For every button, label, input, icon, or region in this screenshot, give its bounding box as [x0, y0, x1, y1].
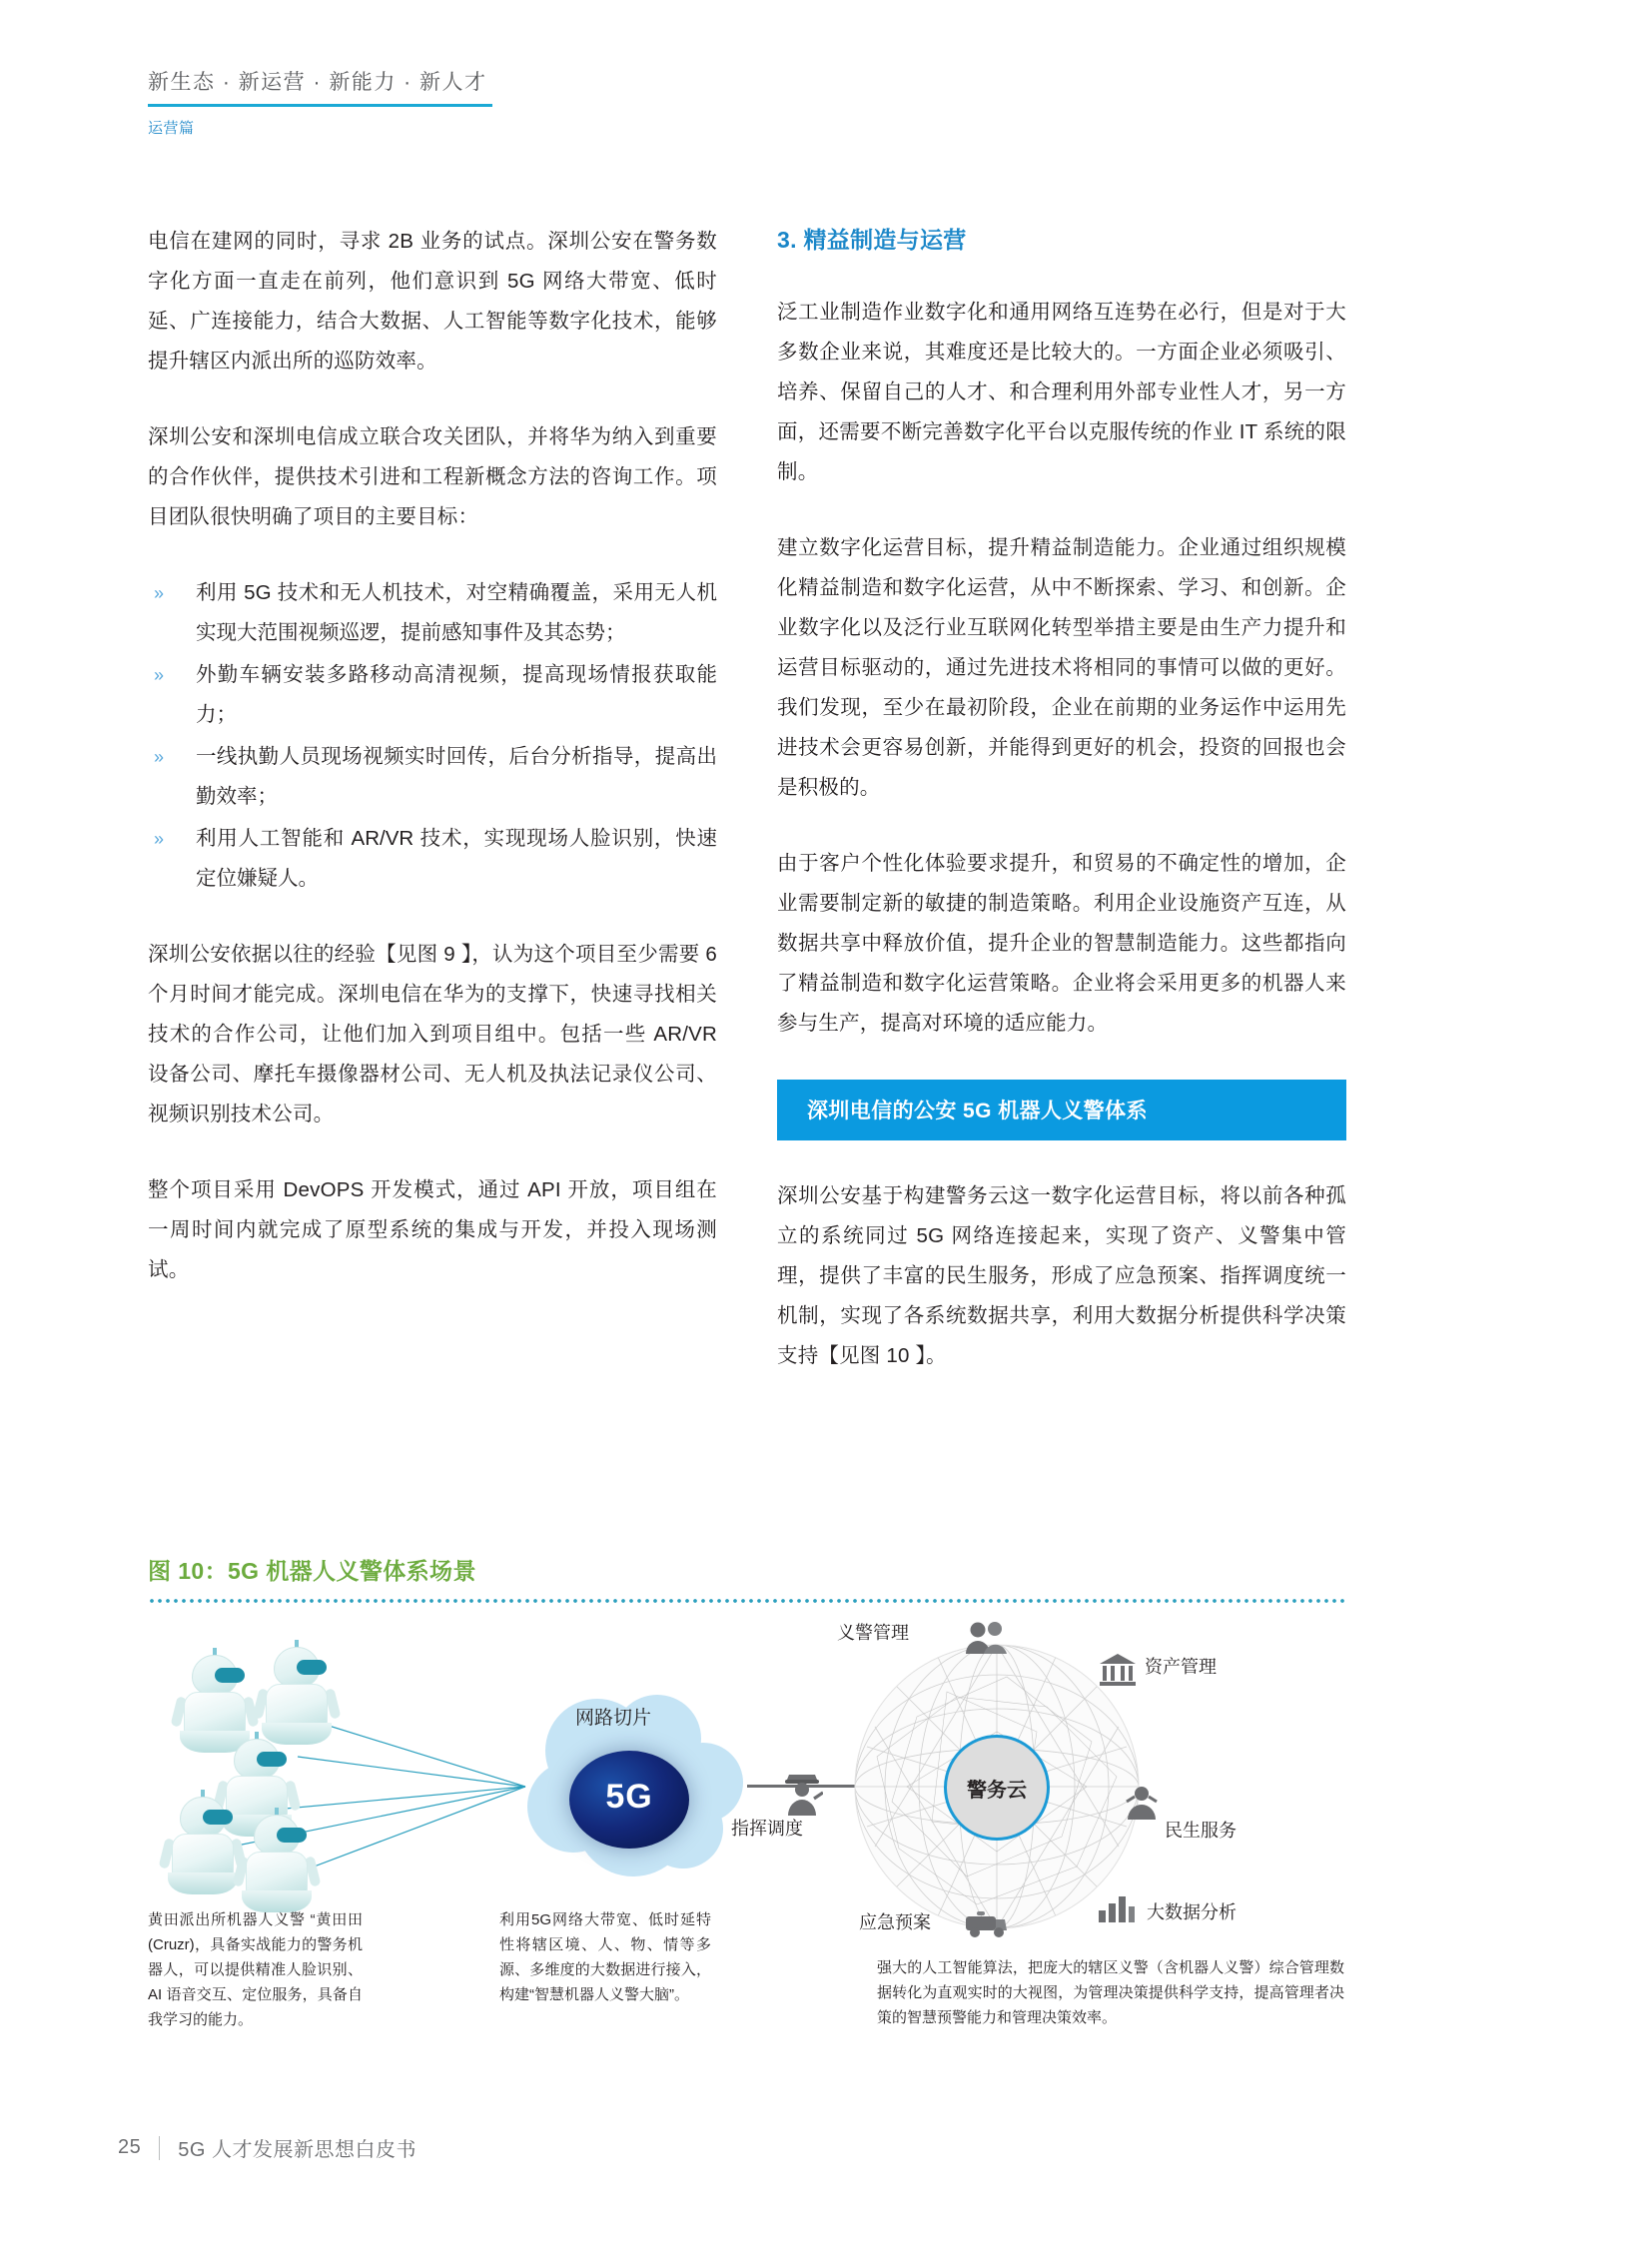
list-item [148, 655, 717, 735]
right-column [777, 222, 1346, 1376]
robot-icon [178, 1655, 252, 1751]
caption-cloud: 利用5G网络大带宽、低时延特性将辖区境、人、物、情等多源、多维度的大数据进行接入，构建“智慧机器人义警大脑”。 [499, 1911, 711, 2003]
list-item-label: 利用人工智能和 AR/VR 技术，实现现场人脸识别，快速定位嫌疑人。 [196, 827, 717, 890]
objectives-list [148, 573, 717, 899]
paragraph: 深圳公安基于构建警务云这一数字化运营目标，将以前各种孤立的系统同过 5G 网络连接起来，实现了资产、义警集中管理，提供了丰富的民生服务，形成了应急预案、指挥调度统一机制，实现了各系统数据共享，利用大数据分析提供科学决策支持【见图 10 】。 [777, 1184, 1346, 1367]
paragraph: 深圳公安和深圳电信成立联合攻关团队，并将华为纳入到重要的合作伙伴，提供技术引进和工程新概念方法的咨询工作。项目团队很快明确了项目的主要目标： [148, 425, 717, 528]
bank-icon [1099, 1653, 1137, 1687]
bullet-marker-icon: » [154, 829, 165, 849]
node-label-zhihui-diaodu: 指挥调度 [731, 1819, 803, 1839]
figure-divider [148, 1599, 1346, 1603]
section-heading: 3. 精益制造与运营 [777, 227, 967, 253]
list-item-label: 一线执勤人员现场视频实时回传，后台分析指导，提高出勤效率； [196, 745, 717, 808]
node-label-zichan-guanli: 资产管理 [1145, 1657, 1217, 1677]
paragraph: 整个项目采用 DevOPS 开发模式，通过 API 开放，项目组在一周时间内就完成了原型系统的集成与开发，并投入现场测试。 [148, 1178, 717, 1281]
caption-sphere: 强大的人工智能算法，把庞大的辖区义警（含机器人义警）综合管理数据转化为直观实时的大视图，为管理决策提供科学支持，提高管理者决策的智慧预警能力和管理决策效率。 [877, 1959, 1344, 2026]
node-label-minsheng-fuwu: 民生服务 [1165, 1821, 1237, 1841]
chart-bar-icon [1097, 1892, 1137, 1924]
figure-canvas [148, 1623, 1346, 1936]
network-sphere [731, 1623, 1237, 1936]
node-label-yijing-guanli: 义警管理 [837, 1623, 909, 1643]
list-item [148, 819, 717, 899]
running-header [148, 70, 507, 138]
5g-core-label: 5G [605, 1778, 653, 1816]
figure-captions [148, 1907, 1351, 2057]
robot-cluster [168, 1647, 398, 1926]
caption-robot: 黄田派出所机器人义警 “黄田田 (Cruzr)，具备实战能力的警务机器人，可以提供精准人脸识别、AI 语音交互、定位服务，具备自我学习的能力。 [148, 1911, 363, 2028]
paragraph: 泛工业制造作业数字化和通用网络互连势在必行，但是对于大多数企业来说，其难度还是比较大的。一方面企业必须吸引、培养、保留自己的人才、和合理利用外部专业性人才，另一方面，还需要不断完善数字化平台以克服传统的作业 IT 系统的限制。 [777, 301, 1346, 483]
left-column [148, 222, 717, 1290]
list-item [148, 737, 717, 817]
footer-document-title: 5G 人才发展新思想白皮书 [178, 2139, 416, 2161]
police-officer-icon [781, 1771, 823, 1817]
robot-icon [240, 1815, 314, 1910]
cloud-label: 网路切片 [575, 1708, 652, 1729]
police-cloud-core [944, 1735, 1050, 1841]
list-item-label: 利用 5G 技术和无人机技术，对空精确覆盖，采用无人机实现大范围视频巡逻，提前感知事件及其态势； [196, 581, 717, 644]
figure-block [148, 1553, 1346, 1936]
header-title: 新生态 · 新运营 · 新能力 · 新人才 [148, 71, 487, 94]
paragraph: 电信在建网的同时，寻求 2B 业务的试点。深圳公安在警务数字化方面一直走在前列，他们意识到 5G 网络大带宽、低时延、广连接能力，结合大数据、人工智能等数字化技术，能够提升辖区内派出所的巡防效率。 [148, 230, 717, 373]
network-slice-cloud [525, 1679, 757, 1888]
figure-title: 图 10：5G 机器人义警体系场景 [148, 1558, 476, 1584]
callout-banner: 深圳电信的公安 5G 机器人义警体系 [777, 1080, 1346, 1140]
page-number: 25 [118, 2136, 142, 2158]
bullet-marker-icon: » [154, 665, 165, 685]
5g-core-badge [569, 1751, 689, 1849]
node-label-yingji-yuan: 应急预案 [859, 1912, 931, 1932]
bullet-marker-icon: » [154, 583, 165, 603]
emergency-vehicle-icon [963, 1908, 1009, 1938]
list-item-label: 外勤车辆安装多路移动高清视频，提高现场情报获取能力； [196, 663, 717, 726]
paragraph: 建立数字化运营目标，提升精益制造能力。企业通过组织规模化精益制造和数字化运营，从中不断探索、学习、和创新。企业数字化以及泛行业互联网化转型举措主要是由生产力提升和运营目标驱动的，通过先进技术将相同的事情可以做的更好。我们发现，至少在最初阶段，企业在前期的业务运作中运用先进技术会更容易创新，并能得到更好的机会，投资的回报也会是积极的。 [777, 536, 1346, 799]
service-person-icon [1125, 1785, 1159, 1821]
header-subtitle: 运营篇 [148, 120, 195, 138]
bullet-marker-icon: » [154, 747, 165, 767]
paragraph: 深圳公安依据以往的经验【见图 9 】，认为这个项目至少需要 6 个月时间才能完成。深圳电信在华为的支撑下，快速寻找相关技术的合作公司，让他们加入到项目组中。包括一些 AR/VR 设备公司、摩托车摄像器材公司、无人机及执法记录仪公司、视频识别技术公司。 [148, 943, 717, 1125]
node-label-dashuju-fenxi: 大数据分析 [1147, 1902, 1237, 1922]
paragraph: 由于客户个性化体验要求提升，和贸易的不确定性的增加，企业需要制定新的敏捷的制造策略。利用企业设施资产互连，从数据共享中释放价值，提升企业的智慧制造能力。这些都指向了精益制造和数字化运营策略。企业将会采用更多的机器人来参与生产，提高对环境的适应能力。 [777, 852, 1346, 1035]
page-footer [118, 2133, 416, 2162]
robot-icon [260, 1647, 334, 1743]
header-rule [148, 104, 492, 107]
list-item [148, 573, 717, 653]
police-cloud-label: 警务云 [967, 1780, 1027, 1802]
robot-icon [166, 1797, 240, 1892]
people-icon [965, 1621, 1009, 1655]
footer-divider [159, 2136, 160, 2160]
